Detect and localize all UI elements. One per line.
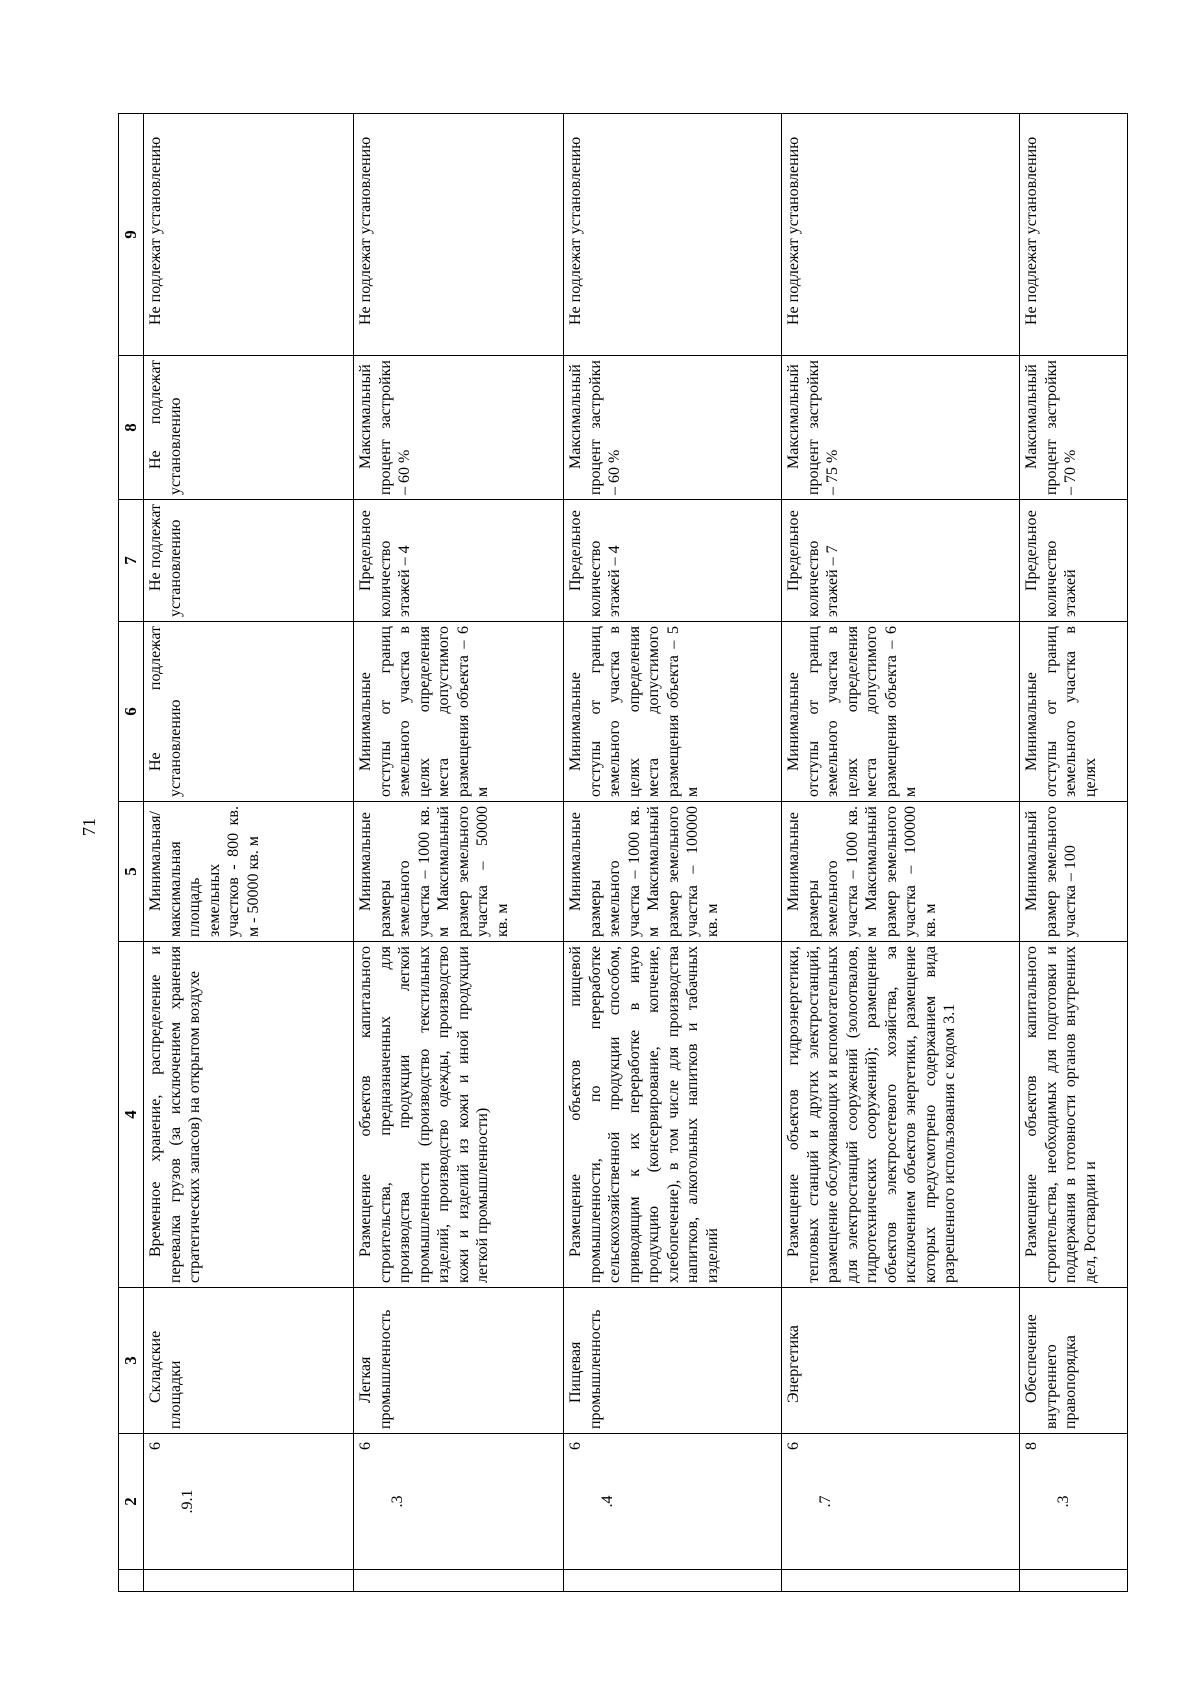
setback-cell: Минимальные отступы от границ земельного участка в целях определения места допустимого размещения объекта – 6 м [354,622,564,802]
col9-cell: Не подлежат установлению [144,114,354,356]
empty-cell [1020,1570,1128,1592]
area-cell: Минимальная/максимальная площадь земельных участков - 800 кв. м - 50000 кв. м [144,802,354,942]
coverage-cell: Максимальный процент застройки – 60 % [354,356,564,500]
header-cell: 8 [119,356,144,500]
code-top: 6 [567,1442,584,1450]
area-cell: Минимальный размер земельного участка – 100 [1020,802,1128,942]
header-row [119,114,144,1592]
code-bottom: .4 [598,1495,616,1508]
header-cell: 9 [119,114,144,356]
use-name-cell: Обеспечение внутреннего правопорядка [1020,1288,1128,1434]
col9-cell: Не подлежат установлению [782,114,1020,356]
code-top: 6 [147,1442,164,1450]
code-cell [782,1434,1020,1570]
setback-cell: Минимальные отступы от границ земельного участка в целях определения места допустимого размещения объекта – 6 м [782,622,1020,802]
code-top: 6 [357,1442,374,1450]
code-cell [564,1434,782,1570]
col9-cell: Не подлежат установлению [1020,114,1128,356]
coverage-cell: Не подлежат установлению [144,356,354,500]
coverage-cell: Максимальный процент застройки – 70 % [1020,356,1128,500]
code-top: 8 [1023,1442,1040,1450]
floors-cell: Предельное количество этажей [1020,500,1128,622]
setback-cell: Минимальные отступы от границ земельного участка в целях [1020,622,1128,802]
header-cell: 6 [119,622,144,802]
code-bottom: .9.1 [178,1489,196,1514]
rotated-table-container [118,114,1124,1592]
use-name-cell: Энергетика [782,1288,1020,1434]
code-top: 6 [785,1442,802,1450]
code-bottom: .7 [816,1495,834,1508]
empty-cell [782,1570,1020,1592]
floors-cell: Не подлежат установлению [144,500,354,622]
description-cell: Размещение объектов капитального строительства, предназначенных для производства продукции легкой промышленности (производство текстильных изделий, производство одежды, производство кожи и изделий из кожи и иной продукции легкой промышленности) [354,942,564,1288]
code-bottom: .3 [388,1495,406,1508]
header-cell: 5 [119,802,144,942]
coverage-cell: Максимальный процент застройки – 75 % [782,356,1020,500]
table-row [1020,114,1128,1592]
use-name-cell: Пищевая промышленность [564,1288,782,1434]
code-cell [144,1434,354,1570]
floors-cell: Предельное количество этажей – 7 [782,500,1020,622]
area-cell: Минимальные размеры земельного участка – 1000 кв. м Максимальный размер земельного участка – 50000 кв. м [354,802,564,942]
setback-cell: Не подлежат установлению [144,622,354,802]
use-name-cell: Легкая промышленность [354,1288,564,1434]
header-cell [119,1570,144,1592]
table-row [354,114,564,1592]
description-cell: Временное хранение, распределение и перевалка грузов (за исключением хранения стратегических запасов) на открытом воздухе [144,942,354,1288]
use-name-cell: Складские площадки [144,1288,354,1434]
header-cell: 3 [119,1288,144,1434]
floors-cell: Предельное количество этажей – 4 [564,500,782,622]
header-cell: 7 [119,500,144,622]
setback-cell: Минимальные отступы от границ земельного участка в целях определения места допустимого размещения объекта – 5 м [564,622,782,802]
code-cell [1020,1434,1128,1570]
coverage-cell: Максимальный процент застройки – 60 % [564,356,782,500]
table-row [782,114,1020,1592]
table-row [564,114,782,1592]
col9-cell: Не подлежат установлению [354,114,564,356]
area-cell: Минимальные размеры земельного участка – 1000 кв. м Максимальный размер земельного участка – 100000 кв. м [564,802,782,942]
description-cell: Размещение объектов гидроэнергетики, тепловых станций и других электростанций, размещение обслуживающих и вспомогательных для электростанций сооружений (золоотвалов, гидротехнических сооружений); размещение объектов электросетевого хозяйства, за исключением объектов энергетики, размещение которых предусмотрено содержанием вида разрешенного использования с кодом 3.1 [782,942,1020,1288]
regulations-table [118,113,1128,1592]
empty-cell [564,1570,782,1592]
empty-cell [354,1570,564,1592]
description-cell: Размещение объектов капитального строительства, необходимых для подготовки и поддержания в готовности органов внутренних дел, Росгвардии и [1020,942,1128,1288]
code-bottom: .3 [1054,1495,1072,1508]
floors-cell: Предельное количество этажей – 4 [354,500,564,622]
empty-cell [144,1570,354,1592]
col9-cell: Не подлежат установлению [564,114,782,356]
description-cell: Размещение объектов пищевой промышленности, по переработке сельскохозяйственной продукции способом, приводящим к их переработке в иную продукцию (консервирование, копчение, хлебопечение), в том числе для производства напитков, алкогольных напитков и табачных изделий [564,942,782,1288]
table-row [144,114,354,1592]
header-cell: 2 [119,1434,144,1570]
header-cell: 4 [119,942,144,1288]
code-cell [354,1434,564,1570]
area-cell: Минимальные размеры земельного участка – 1000 кв. м Максимальный размер земельного участка – 100000 кв. м [782,802,1020,942]
page-number: 71 [79,818,99,836]
